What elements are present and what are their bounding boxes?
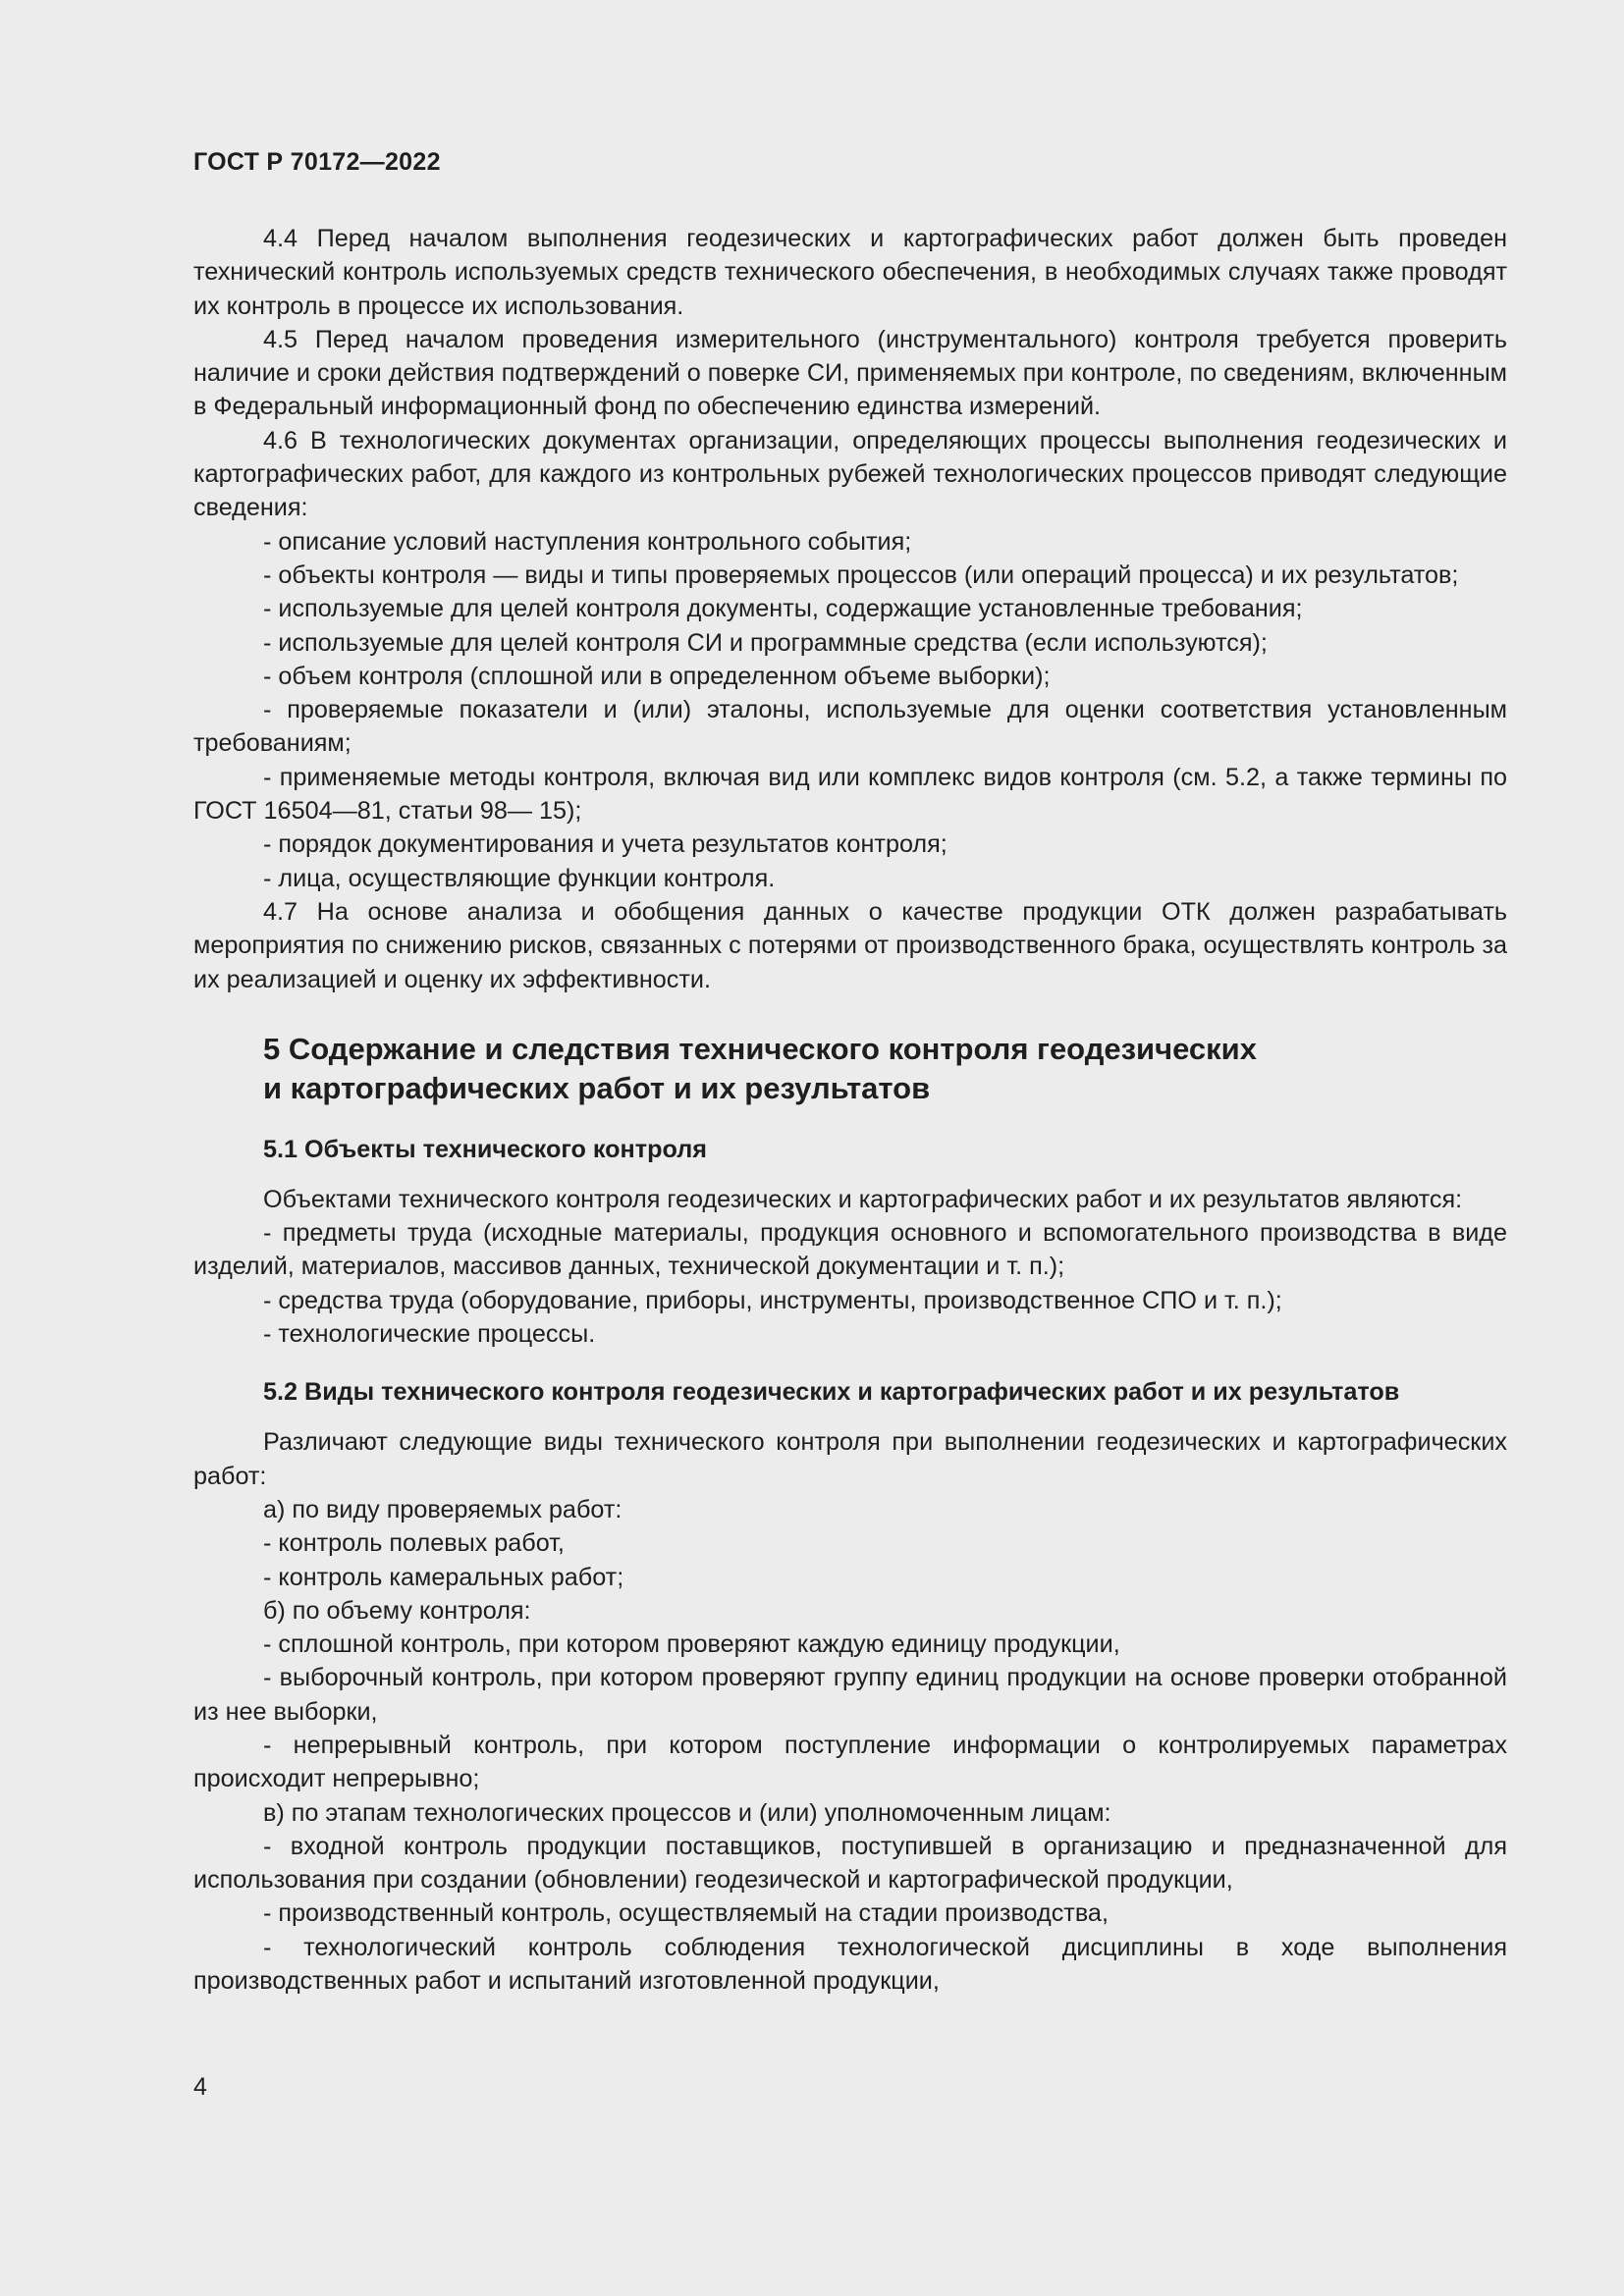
list-item: - описание условий наступления контрольного события; bbox=[263, 527, 912, 556]
list-item: - контроль полевых работ, bbox=[263, 1529, 565, 1558]
paragraph-4-6: 4.6 В технологических документах организации, определяющих процессы выполнения геодезических и картографических работ, для каждого из контрольных рубежей технологических процессов приводят следующие сведения: bbox=[193, 426, 1507, 522]
list-item: в) по этапам технологических процессов и (или) уполномоченным лицам: bbox=[263, 1798, 1111, 1827]
list-item: - применяемые методы контроля, включая вид или комплекс видов контроля (см. 5.2, а также термины по ГОСТ 16504—81, статьи 98— 15); bbox=[193, 763, 1507, 826]
list-item: - средства труда (оборудование, приборы, инструменты, производственное СПО и т. п.); bbox=[263, 1286, 1282, 1314]
list-item: - лица, осуществляющие функции контроля. bbox=[263, 864, 776, 892]
list-item: б) по объему контроля: bbox=[263, 1596, 531, 1625]
section-5-title-line-2: и картографических работ и их результатов bbox=[263, 1070, 931, 1105]
standard-code-header: ГОСТ Р 70172—2022 bbox=[193, 148, 441, 176]
subsection-5-1-heading: 5.1 Объекты технического контроля bbox=[263, 1135, 707, 1163]
paragraph-4-5: 4.5 Перед началом проведения измерительного (инструментального) контроля требуется проверить наличие и сроки действия подтверждений о поверке СИ, применяемых при контроле, по сведениям, включенным в Федеральный информационный фонд по обеспечению единства измерений. bbox=[193, 325, 1507, 421]
list-item: - используемые для целей контроля документы, содержащие установленные требования; bbox=[263, 595, 1303, 623]
list-item: - используемые для целей контроля СИ и программные средства (если используются); bbox=[263, 628, 1268, 657]
page-number: 4 bbox=[193, 2073, 207, 2101]
list-item: - производственный контроль, осуществляемый на стадии производства, bbox=[263, 1899, 1109, 1928]
subsection-5-2-heading: 5.2 Виды технического контроля геодезических и картографических работ и их результатов bbox=[263, 1378, 1400, 1407]
section-5-title-line-1: 5 Содержание и следствия технического контроля геодезических bbox=[263, 1031, 1257, 1066]
paragraph-4-4: 4.4 Перед началом выполнения геодезических и картографических работ должен быть проведен технический контроль используемых средств технического обеспечения, в необходимых случаях также проводят их контроль в процессе их использования. bbox=[193, 225, 1507, 320]
section-5-title bbox=[263, 1030, 1507, 1108]
list-item: - технологические процессы. bbox=[263, 1320, 596, 1349]
paragraph-4-7: 4.7 На основе анализа и обобщения данных о качестве продукции ОТК должен разрабатывать мероприятия по снижению рисков, связанных с потерями от производственного брака, осуществлять контроль за их реализацией и оценку их эффективности. bbox=[193, 897, 1507, 993]
list-item: - объекты контроля — виды и типы проверяемых процессов (или операций процесса) и их результатов; bbox=[263, 561, 1459, 589]
page-body bbox=[193, 222, 1507, 1998]
list-item: - непрерывный контроль, при котором поступление информации о контролируемых параметрах происходит непрерывно; bbox=[193, 1731, 1507, 1793]
list-item: - контроль камеральных работ; bbox=[263, 1563, 624, 1591]
list-item: - объем контроля (сплошной или в определенном объеме выборки); bbox=[263, 662, 1051, 690]
list-item: - сплошной контроль, при котором проверяют каждую единицу продукции, bbox=[263, 1630, 1120, 1659]
list-item: а) по виду проверяемых работ: bbox=[263, 1495, 623, 1523]
list-item: - проверяемые показатели и (или) эталоны, используемые для оценки соответствия установленным требованиям; bbox=[193, 696, 1507, 758]
list-item: - порядок документирования и учета результатов контроля; bbox=[263, 830, 947, 859]
list-item: - предметы труда (исходные материалы, продукция основного и вспомогательного производства в виде изделий, материалов, массивов данных, технической документации и т. п.); bbox=[193, 1219, 1507, 1281]
list-item: - технологический контроль соблюдения технологической дисциплины в ходе выполнения производственных работ и испытаний изготовленной продукции, bbox=[193, 1933, 1507, 1996]
subsection-5-1-intro: Объектами технического контроля геодезических и картографических работ и их результатов являются: bbox=[263, 1185, 1463, 1213]
list-item: - входной контроль продукции поставщиков, поступившей в организацию и предназначенной для использования при создании (обновлении) геодезической и картографической продукции, bbox=[193, 1832, 1507, 1895]
list-item: - выборочный контроль, при котором проверяют группу единиц продукции на основе проверки отобранной из нее выборки, bbox=[193, 1664, 1507, 1726]
subsection-5-2-intro: Различают следующие виды технического контроля при выполнении геодезических и картографических работ: bbox=[193, 1428, 1507, 1490]
